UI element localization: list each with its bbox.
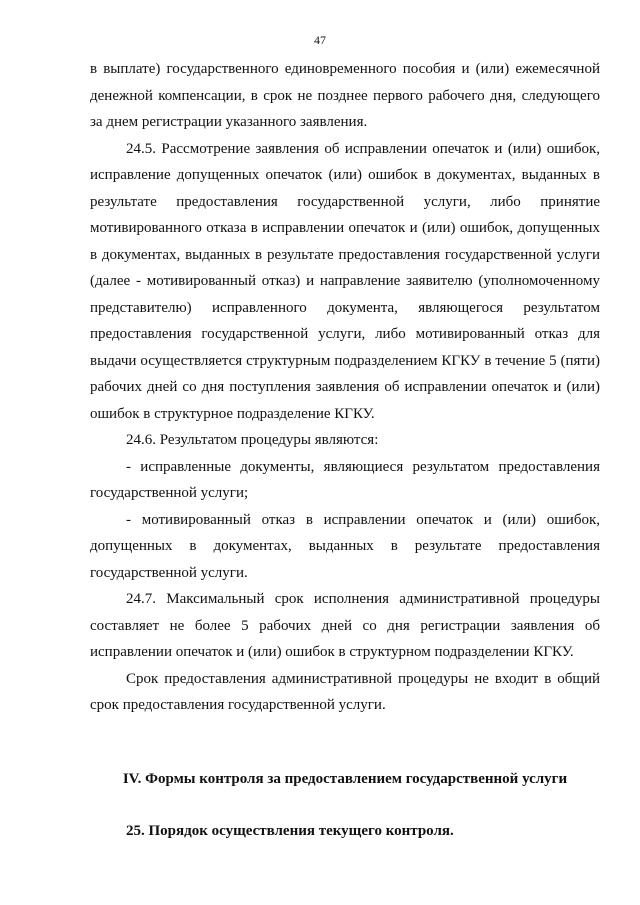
paragraph-24-6: 24.6. Результатом процедуры являются:: [126, 432, 379, 448]
page-number: 47: [314, 33, 326, 47]
document-body: [90, 56, 600, 719]
list-item-reasoned-refusal: - мотивированный отказ в исправлении опечаток и (или) ошибок, допущенных в документах, выданных в результате предоставления государственной услуги.: [90, 511, 600, 581]
subsection-heading: 25. Порядок осуществления текущего контроля.: [126, 823, 454, 839]
paragraph-24-7: 24.7. Максимальный срок исполнения административной процедуры составляет не более 5 рабочих дней со дня регистрации заявления об исправлении опечаток и (или) ошибок в структурном подразделении КГКУ.: [90, 591, 600, 660]
section-heading: IV. Формы контроля за предоставлением государственной услуги: [122, 771, 568, 787]
list-item-corrected-documents: - исправленные документы, являющиеся результатом предоставления государственной услуги;: [90, 458, 600, 501]
paragraph-term-note: Срок предоставления административной процедуры не входит в общий срок предоставления государственной услуги.: [90, 670, 600, 713]
paragraph-24-5: 24.5. Рассмотрение заявления об исправлении опечаток и (или) ошибок, исправление допущенных опечаток (или) ошибок в документах, выданных в результате предоставления государственной услуги, либо принятие мотивированного отказа в исправлении опечаток и (или) ошибок, допущенных в документах, выданных в результате предоставления государственной услуги (далее - мотивированный отказ) и направление заявителю (уполномоченному представителю) исправленного документа, являющегося результатом предоставления государственной услуги, либо мотивированный отказ для выдачи осуществляется структурным подразделением КГКУ в течение 5 (пяти) рабочих дней со дня поступления заявления об исправлении опечаток и (или) ошибок в структурное подразделение КГКУ.: [90, 140, 600, 422]
paragraph-continuation: в выплате) государственного единовременного пособия и (или) ежемесячной денежной компенсации, в срок не позднее первого рабочего дня, следующего за днем регистрации указанного заявления.: [90, 61, 600, 130]
